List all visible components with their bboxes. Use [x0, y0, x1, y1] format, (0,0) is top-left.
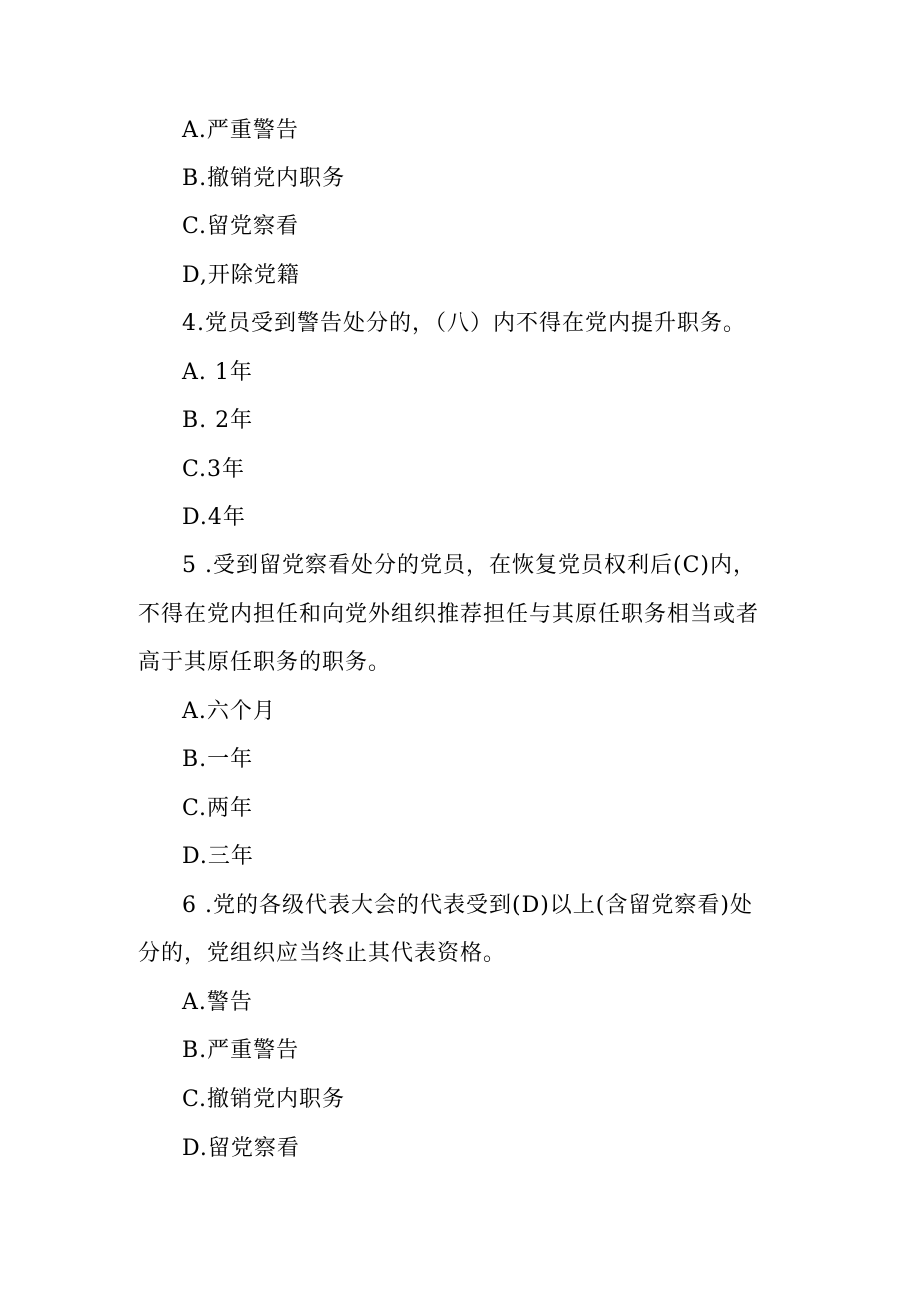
q6-question-line-1: 6 .党的各级代表大会的代表受到(D)以上(含留党察看)处 [182, 893, 753, 918]
q4-option-c: C.3年 [182, 457, 246, 482]
q4-option-d: D.4年 [182, 505, 246, 530]
q6-option-a: A.警告 [182, 990, 253, 1015]
q5-option-d: D.三年 [182, 844, 254, 869]
q5-question-line-1: 5 .受到留党察看处分的党员，在恢复党员权利后(C)内， [182, 553, 756, 578]
q5-question-line-3: 高于其原任职务的职务。 [138, 650, 392, 675]
q4-question: 4.党员受到警告处分的，（八）内不得在党内提升职务。 [182, 311, 746, 336]
q3-option-a: A.严重警告 [182, 118, 299, 143]
q5-option-a: A.六个月 [182, 699, 276, 724]
q5-question-line-2: 不得在党内担任和向党外组织推荐担任与其原任职务相当或者 [138, 602, 760, 627]
q6-question-line-2: 分的，党组织应当终止其代表资格。 [138, 941, 507, 966]
q3-option-d: D,开除党籍 [182, 263, 300, 288]
q6-option-d: D.留党察看 [182, 1136, 300, 1161]
q6-option-c: C.撤销党内职务 [182, 1087, 346, 1112]
q5-option-c: C.两年 [182, 796, 254, 821]
q6-option-b: B.严重警告 [182, 1038, 300, 1063]
q4-option-a: A. 1年 [182, 360, 253, 385]
q5-option-b: B.一年 [182, 747, 254, 772]
q3-option-c: C.留党察看 [182, 214, 300, 239]
q4-option-b: B. 2年 [182, 408, 254, 433]
q3-option-b: B.撤销党内职务 [182, 166, 346, 191]
